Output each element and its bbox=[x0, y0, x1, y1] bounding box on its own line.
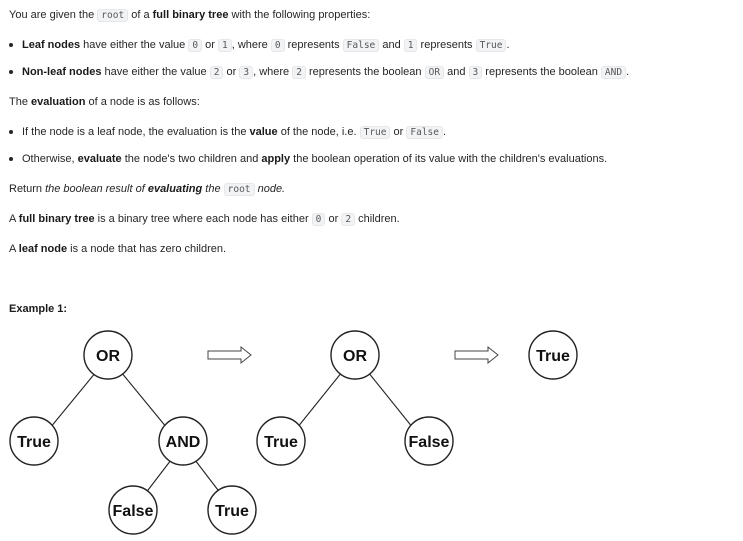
svg-text:OR: OR bbox=[343, 348, 367, 365]
bullet-leaf-evaluation: If the node is a leaf node, the evaluation is the value of the node, i.e. True or False . bbox=[9, 124, 734, 140]
svg-text:True: True bbox=[17, 434, 51, 451]
edge bbox=[195, 460, 221, 494]
evaluation-intro: The evaluation of a node is as follows: bbox=[9, 96, 200, 108]
tree-node-true bbox=[257, 417, 305, 465]
tree-node-true bbox=[208, 486, 256, 534]
svg-text:True: True bbox=[264, 434, 298, 451]
tree-node-and bbox=[159, 417, 207, 465]
svg-text:False: False bbox=[112, 503, 154, 520]
svg-text:True: True bbox=[536, 348, 570, 365]
edge bbox=[145, 460, 171, 494]
tree-node-or bbox=[84, 331, 132, 379]
full-binary-tree-definition: A full binary tree is a binary tree where each node has either 0 or 2 children. bbox=[9, 213, 400, 225]
tree-node-false bbox=[109, 486, 157, 534]
right-arrow-icon bbox=[208, 347, 251, 363]
bullet-leaf-nodes: Leaf nodes have either the value 0 or 1 , where 0 represents False and 1 represents True . bbox=[9, 37, 734, 53]
bullet-nonleaf-evaluation: Otherwise, evaluate the node's two children and apply the boolean operation of its value with the children's evaluations. bbox=[9, 151, 734, 167]
svg-text:False: False bbox=[408, 434, 450, 451]
result-node-true bbox=[529, 331, 577, 379]
return-statement: Return the boolean result of evaluating the root node. bbox=[9, 183, 286, 195]
example-title: Example 1: bbox=[9, 303, 68, 315]
svg-text:AND: AND bbox=[165, 434, 201, 451]
tree-node-true bbox=[10, 417, 58, 465]
edge bbox=[50, 372, 96, 428]
intro-paragraph: You are given the root of a full binary tree with the following properties: bbox=[9, 9, 371, 21]
svg-text:True: True bbox=[215, 503, 249, 520]
inline-code: root bbox=[97, 9, 128, 22]
edge bbox=[297, 372, 342, 428]
edge bbox=[368, 372, 413, 428]
right-arrow-icon bbox=[455, 347, 498, 363]
bullet-non-leaf-nodes: Non-leaf nodes have either the value 2 or 3 , where 2 represents the boolean OR and 3 represents the boolean AND . bbox=[9, 64, 734, 80]
edge bbox=[121, 372, 167, 428]
tree-node-false bbox=[405, 417, 453, 465]
svg-text:OR: OR bbox=[96, 348, 120, 365]
tree-node-or bbox=[331, 331, 379, 379]
leaf-node-definition: A leaf node is a node that has zero children. bbox=[9, 243, 227, 255]
